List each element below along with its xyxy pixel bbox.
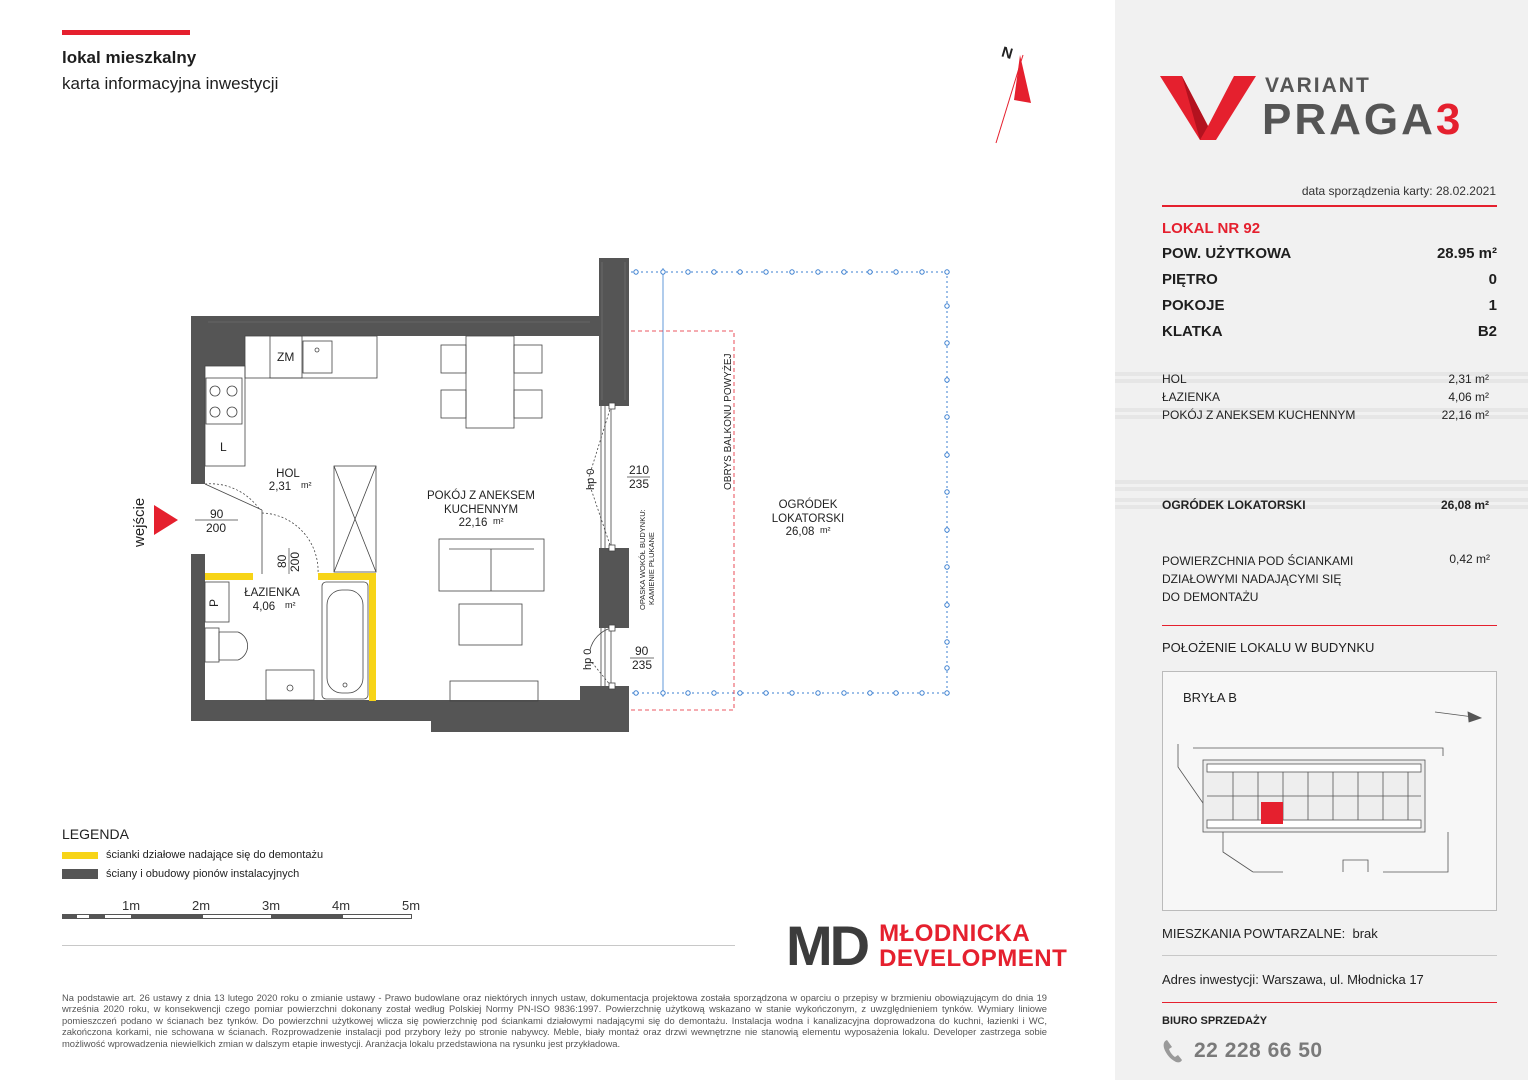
location-title: POŁOŻENIE LOKALU W BUDYNKU xyxy=(1162,640,1375,655)
page-subtitle: karta informacyjna inwestycji xyxy=(62,74,279,93)
room-garden-name: OGRÓDEK xyxy=(778,499,838,511)
room-bath-area: 4,06 xyxy=(252,601,276,613)
brand-top: VARIANT xyxy=(1265,74,1371,97)
room-garden-name2: LOKATORSKI xyxy=(771,513,845,525)
area-value: 2,31 m² xyxy=(1448,372,1489,386)
room-hol-name: HOL xyxy=(276,468,300,480)
area-row-garden xyxy=(1162,498,1497,512)
date-label: data sporządzenia karty: xyxy=(1301,184,1433,198)
scale-4m: 4m xyxy=(332,898,351,913)
info-label: PIĘTRO xyxy=(1162,271,1218,288)
room-living-name: POKÓJ Z ANEKSEM xyxy=(427,490,535,502)
brand-number: 3 xyxy=(1435,95,1464,144)
washer-label: L xyxy=(220,440,227,454)
area-value: 4,06 m² xyxy=(1448,390,1489,404)
area-value: 22,16 m² xyxy=(1441,408,1489,422)
garden-label: OGRÓDEK LOKATORSKI xyxy=(1162,498,1306,512)
developer-line2: DEVELOPMENT xyxy=(879,945,1068,972)
room-garden-area: 26,08 xyxy=(785,526,815,538)
legend-swatch-yellow xyxy=(62,852,98,859)
partition-line2: DZIAŁOWYMI NADAJĄCYMI SIĘ xyxy=(1162,572,1342,586)
developer-mark: MD xyxy=(786,914,868,977)
phone-icon xyxy=(1162,1038,1184,1064)
legend-text-partition: ścianki działowe nadające się do demontażu xyxy=(106,849,324,861)
repeat-label: MIESZKANIA POWTARZALNE: xyxy=(1162,926,1346,941)
info-row-area xyxy=(1162,245,1497,262)
scale-5m: 5m xyxy=(402,898,421,913)
area-row-living xyxy=(1162,408,1497,422)
stripe xyxy=(1115,480,1528,494)
living-furniture xyxy=(439,336,544,701)
entrance-door-width: 90 xyxy=(210,507,224,521)
lokal-label: LOKAL NR xyxy=(1162,220,1240,237)
scale-1m: 1m xyxy=(122,898,141,913)
partition-line3: DO DEMONTAŻU xyxy=(1162,590,1259,604)
unit-hol: m² xyxy=(301,480,312,490)
divider-gray xyxy=(1162,955,1497,956)
developer-line1: MŁODNICKA xyxy=(879,920,1031,947)
red-divider xyxy=(1162,205,1497,207)
info-row-floor xyxy=(1162,271,1497,288)
info-label: KLATKA xyxy=(1162,323,1223,340)
room-bath-name: ŁAZIENKA xyxy=(244,587,300,599)
walls xyxy=(191,258,629,732)
unit-garden: m² xyxy=(820,525,831,535)
area-label: HOL xyxy=(1162,372,1187,386)
investment-address: Adres inwestycji: Warszawa, ul. Młodnicka 17 xyxy=(1162,972,1424,987)
legend-title: LEGENDA xyxy=(62,826,129,842)
band-label-2: KAMIENIE PŁUKANE xyxy=(647,532,656,605)
area-label: POKÓJ Z ANEKSEM KUCHENNYM xyxy=(1162,408,1356,422)
legend-text-wall: ściany i obudowy pionów instalacyjnych xyxy=(106,868,300,880)
scale-bar xyxy=(62,898,422,924)
lokal-value: 92 xyxy=(1243,220,1261,237)
info-row-staircase xyxy=(1162,323,1497,340)
date-value: 28.02.2021 xyxy=(1435,184,1496,198)
phone-number[interactable]: 22 228 66 50 xyxy=(1194,1039,1323,1062)
building-minimap xyxy=(1162,671,1497,911)
bathroom-door-height: 200 xyxy=(288,551,302,572)
legend-item-partition xyxy=(62,849,323,861)
window2-hp: hp 0 xyxy=(582,648,594,670)
unit-bath: m² xyxy=(285,600,296,610)
info-value: 28.95 m² xyxy=(1436,245,1497,262)
entrance-door-height: 200 xyxy=(206,521,227,535)
unit-living: m² xyxy=(493,516,504,526)
divider xyxy=(62,945,735,946)
page-title: lokal mieszkalny xyxy=(62,48,197,67)
sales-phone[interactable] xyxy=(1162,1038,1323,1064)
red-divider-2 xyxy=(1162,625,1497,626)
brand-main xyxy=(1262,95,1464,144)
window1-height: 235 xyxy=(629,477,650,491)
apartment-marker xyxy=(1261,802,1283,824)
north-label: N xyxy=(999,43,1015,63)
info-label: POW. UŻYTKOWA xyxy=(1162,245,1292,262)
lokal-number xyxy=(1162,220,1260,237)
repeat-info xyxy=(1162,926,1378,941)
info-value: 1 xyxy=(1488,297,1497,314)
partition-note xyxy=(1162,552,1392,606)
bathroom-door xyxy=(262,510,318,574)
room-hol-area: 2,31 xyxy=(268,481,292,493)
variant-logo-icon xyxy=(1160,74,1256,140)
north-arrow-icon xyxy=(996,44,1031,143)
area-row-bath xyxy=(1162,390,1497,404)
developer-logo xyxy=(786,914,1068,977)
garden-boundary xyxy=(631,268,949,697)
washer-bath-label: P xyxy=(207,598,221,607)
info-row-rooms xyxy=(1162,297,1497,314)
card-date xyxy=(1302,184,1496,198)
repeat-value: brak xyxy=(1352,926,1378,941)
balcony-label: OBRYS BALKONU POWYŻEJ xyxy=(723,353,734,490)
band-label xyxy=(638,509,656,610)
scale-2m: 2m xyxy=(192,898,211,913)
entrance-label: wejście xyxy=(131,497,148,547)
kitchen-units xyxy=(205,336,377,572)
legend-item-wall xyxy=(62,868,299,880)
brand-name: PRAGA xyxy=(1262,95,1436,144)
band-label-1: OPASKA WOKÓŁ BUDYNKU: xyxy=(638,509,647,610)
legend-swatch-dark xyxy=(62,869,98,879)
info-value: B2 xyxy=(1477,323,1497,340)
windows xyxy=(588,403,615,689)
area-label: ŁAZIENKA xyxy=(1162,390,1221,404)
partition-value: 0,42 m² xyxy=(1449,552,1490,566)
bathroom-door-width: 80 xyxy=(275,554,289,568)
window2-width: 90 xyxy=(635,644,649,658)
info-label: POKOJE xyxy=(1162,297,1225,314)
sales-office-label: BIURO SPRZEDAŻY xyxy=(1162,1015,1268,1027)
partition-line1: POWIERZCHNIA POD ŚCIANKAMI xyxy=(1162,554,1354,568)
block-label: BRYŁA B xyxy=(1183,690,1237,705)
entrance-arrow-icon xyxy=(154,505,178,535)
red-divider-3 xyxy=(1162,1002,1497,1003)
fridge-label: ZM xyxy=(277,350,295,364)
window2-height: 235 xyxy=(632,658,653,672)
scale-3m: 3m xyxy=(262,898,281,913)
room-living-name2: KUCHENNYM xyxy=(443,504,519,516)
garden-value: 26,08 m² xyxy=(1440,498,1489,512)
entrance-door xyxy=(131,484,262,548)
info-value: 0 xyxy=(1488,271,1497,288)
area-row-hol xyxy=(1162,372,1497,386)
window1-width: 210 xyxy=(629,463,650,477)
legal-disclaimer: Na podstawie art. 26 ustawy z dnia 13 lutego 2020 roku o zmianie ustawy - Prawo budowlane oraz niektórych innych ustaw, dokumentacja projektowa została sporządzona w oparciu o przepisy w brzmieniu obowiązującym do dnia 19 września 2020 roku, w konsekwencji czego pomiar powierzchni dokonany został według Polskiej Normy PN-ISO 9836:1997. Powierzchnię użytkową wskazano w stanie wykończonym, z uwzględnieniem tynków. Wymiary liniowe pomieszczeń podano w ścianach bez tynków. Do powierzchni użytkowej wlicza się powierzchnię pod ściankami działowymi nadającymi się do demontażu. Instalacja wodna i kanalizacyjna doprowadzona do kuchni, łazienki i WC, zakończona korkami, nie schowana w ścianach. Rozprowadzenie instalacji pod przybory leży po stronie nabywcy. Meble, biały montaż oraz drzwi wewnętrzne nie stanowią elementu wyposażenia lokalu. Developer zastrzega sobie możliwość wprowadzenia niewielkich zmian w dalszym etapie inwestycji. Aranżacja lokalu przedstawiona na rysunku jest przykładowa. xyxy=(62,992,1047,1049)
window1-hp: hp 0 xyxy=(585,468,597,490)
info-panel xyxy=(1115,0,1528,1080)
building-outline xyxy=(1163,672,1498,912)
room-living-area: 22,16 xyxy=(458,517,488,529)
